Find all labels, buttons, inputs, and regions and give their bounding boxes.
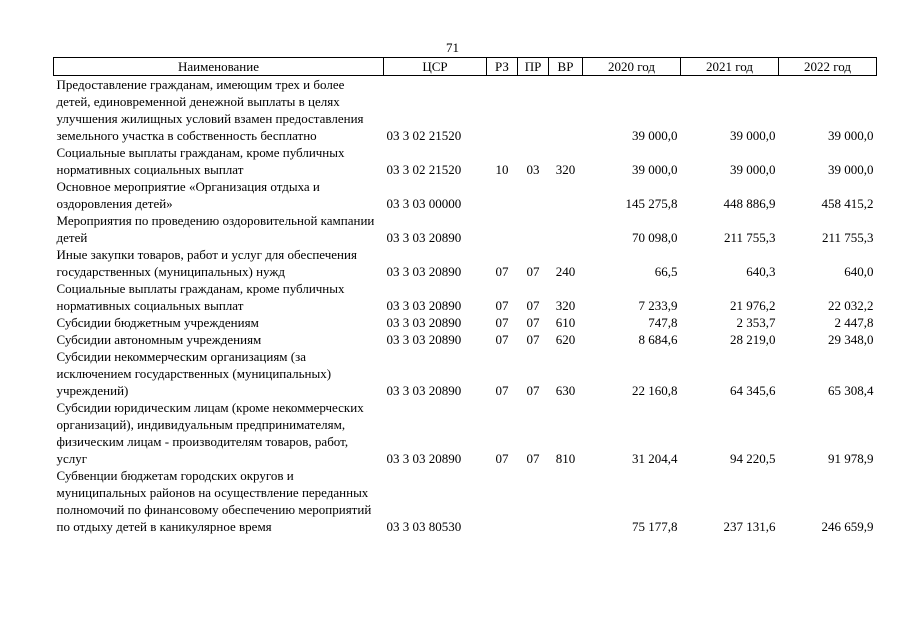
row-value-2021: 237 131,6 [723, 519, 776, 534]
row-name: Социальные выплаты гражданам, кроме публичных нормативных социальных выплат [56, 145, 345, 177]
row-value-2020: 31 204,4 [632, 451, 678, 466]
row-vr: 620 [555, 332, 576, 347]
row-name: Основное мероприятие «Организация отдыха и оздоровления детей» [56, 179, 320, 211]
row-csr: 03 3 03 20890 [386, 332, 462, 347]
row-pr: 07 [526, 383, 540, 398]
row-value-2022: 211 755,3 [821, 230, 874, 245]
row-rz [487, 178, 518, 212]
row-value-2021: 211 755,3 [723, 230, 776, 245]
row-csr: 03 3 03 20890 [386, 298, 462, 313]
row-vr: 320 [555, 162, 576, 177]
row-csr: 03 3 03 20890 [386, 264, 462, 279]
row-value-2020: 66,5 [654, 264, 678, 279]
row-value-2020: 7 233,9 [638, 298, 678, 313]
row-value-2022: 39 000,0 [828, 162, 874, 177]
table-row [54, 76, 877, 145]
row-pr: 07 [526, 332, 540, 347]
row-csr: 03 3 03 00000 [386, 196, 462, 211]
table-row [54, 348, 877, 399]
row-vr [549, 76, 583, 145]
row-name: Мероприятия по проведению оздоровительной кампании детей [56, 213, 375, 245]
row-name: Субвенции бюджетам городских округов и муниципальных районов на осуществление переданных полномочий по финансовому обеспечению мероприятий по отдыху детей в каникулярное время [56, 468, 372, 534]
row-vr [549, 178, 583, 212]
row-rz [487, 76, 518, 145]
row-value-2022: 91 978,9 [828, 451, 874, 466]
row-vr [549, 467, 583, 535]
budget-table [53, 57, 877, 535]
column-header-rz: РЗ [487, 58, 518, 76]
row-value-2022: 65 308,4 [828, 383, 874, 398]
row-rz: 10 [495, 162, 509, 177]
table-row [54, 331, 877, 348]
row-value-2020: 70 098,0 [632, 230, 678, 245]
row-rz: 07 [495, 298, 509, 313]
table-header-row [54, 58, 877, 76]
row-pr [518, 76, 549, 145]
row-value-2021: 28 219,0 [730, 332, 776, 347]
row-value-2022: 640,0 [844, 264, 874, 279]
row-rz [487, 212, 518, 246]
column-header-csr: ЦСР [384, 58, 487, 76]
row-value-2021: 640,3 [746, 264, 776, 279]
row-name: Иные закупки товаров, работ и услуг для обеспечения государственных (муниципальных) нужд [56, 247, 357, 279]
row-value-2021: 94 220,5 [730, 451, 776, 466]
column-header-pr: ПР [518, 58, 549, 76]
row-value-2021: 448 886,9 [723, 196, 776, 211]
row-vr: 630 [555, 383, 576, 398]
row-pr [518, 467, 549, 535]
row-csr: 03 3 03 20890 [386, 383, 462, 398]
column-header-vr: ВР [549, 58, 583, 76]
row-value-2022: 458 415,2 [821, 196, 874, 211]
row-value-2022: 246 659,9 [821, 519, 874, 534]
row-rz: 07 [495, 332, 509, 347]
table-row [54, 246, 877, 280]
row-csr: 03 3 03 20890 [386, 451, 462, 466]
table-row [54, 314, 877, 331]
row-pr: 07 [526, 298, 540, 313]
row-value-2022: 39 000,0 [828, 128, 874, 143]
row-value-2020: 75 177,8 [632, 519, 678, 534]
row-name: Субсидии бюджетным учреждениям [56, 315, 259, 330]
row-csr: 03 3 02 21520 [386, 162, 462, 177]
row-value-2020: 747,8 [648, 315, 678, 330]
row-pr [518, 178, 549, 212]
row-csr: 03 3 02 21520 [386, 128, 462, 143]
row-vr: 240 [555, 264, 576, 279]
table-body [54, 76, 877, 536]
row-value-2022: 2 447,8 [834, 315, 874, 330]
page-number: 71 [446, 40, 459, 55]
row-pr [518, 212, 549, 246]
table-row [54, 144, 877, 178]
row-pr: 07 [526, 315, 540, 330]
row-pr: 03 [526, 162, 540, 177]
column-header-2022: 2022 год [779, 58, 877, 76]
column-header-2020: 2020 год [583, 58, 681, 76]
row-value-2021: 39 000,0 [730, 162, 776, 177]
table-row [54, 178, 877, 212]
table-row [54, 280, 877, 314]
row-csr: 03 3 03 80530 [386, 519, 462, 534]
row-value-2020: 22 160,8 [632, 383, 678, 398]
row-vr [549, 212, 583, 246]
row-vr: 610 [555, 315, 576, 330]
row-value-2020: 39 000,0 [632, 128, 678, 143]
row-value-2021: 39 000,0 [730, 128, 776, 143]
row-pr: 07 [526, 451, 540, 466]
row-rz [487, 467, 518, 535]
table-row [54, 212, 877, 246]
row-pr: 07 [526, 264, 540, 279]
table-row [54, 399, 877, 467]
row-name: Субсидии юридическим лицам (кроме некоммерческих организаций), индивидуальным предпринимателям, физическим лицам - производителям товаров, работ, услуг [56, 400, 364, 466]
column-header-name: Наименование [54, 58, 384, 76]
column-header-2021: 2021 год [681, 58, 779, 76]
row-value-2020: 8 684,6 [638, 332, 678, 347]
row-csr: 03 3 03 20890 [386, 230, 462, 245]
row-value-2020: 39 000,0 [632, 162, 678, 177]
row-rz: 07 [495, 383, 509, 398]
row-value-2022: 22 032,2 [828, 298, 874, 313]
row-name: Социальные выплаты гражданам, кроме публичных нормативных социальных выплат [56, 281, 345, 313]
row-csr: 03 3 03 20890 [386, 315, 462, 330]
row-value-2022: 29 348,0 [828, 332, 874, 347]
row-value-2021: 21 976,2 [730, 298, 776, 313]
row-value-2020: 145 275,8 [625, 196, 678, 211]
row-rz: 07 [495, 451, 509, 466]
row-rz: 07 [495, 264, 509, 279]
row-vr: 320 [555, 298, 576, 313]
row-name: Субсидии автономным учреждениям [56, 332, 262, 347]
row-rz: 07 [495, 315, 509, 330]
table-row [54, 467, 877, 535]
row-value-2021: 2 353,7 [736, 315, 776, 330]
row-name: Предоставление гражданам, имеющим трех и более детей, единовременной денежной выплаты в целях улучшения жилищных условий взамен предоставления земельного участка в собственность бесплатно [56, 77, 364, 143]
row-name: Субсидии некоммерческим организациям (за исключением государственных (муниципальных) учреждений) [56, 349, 332, 398]
row-vr: 810 [555, 451, 576, 466]
row-value-2021: 64 345,6 [730, 383, 776, 398]
